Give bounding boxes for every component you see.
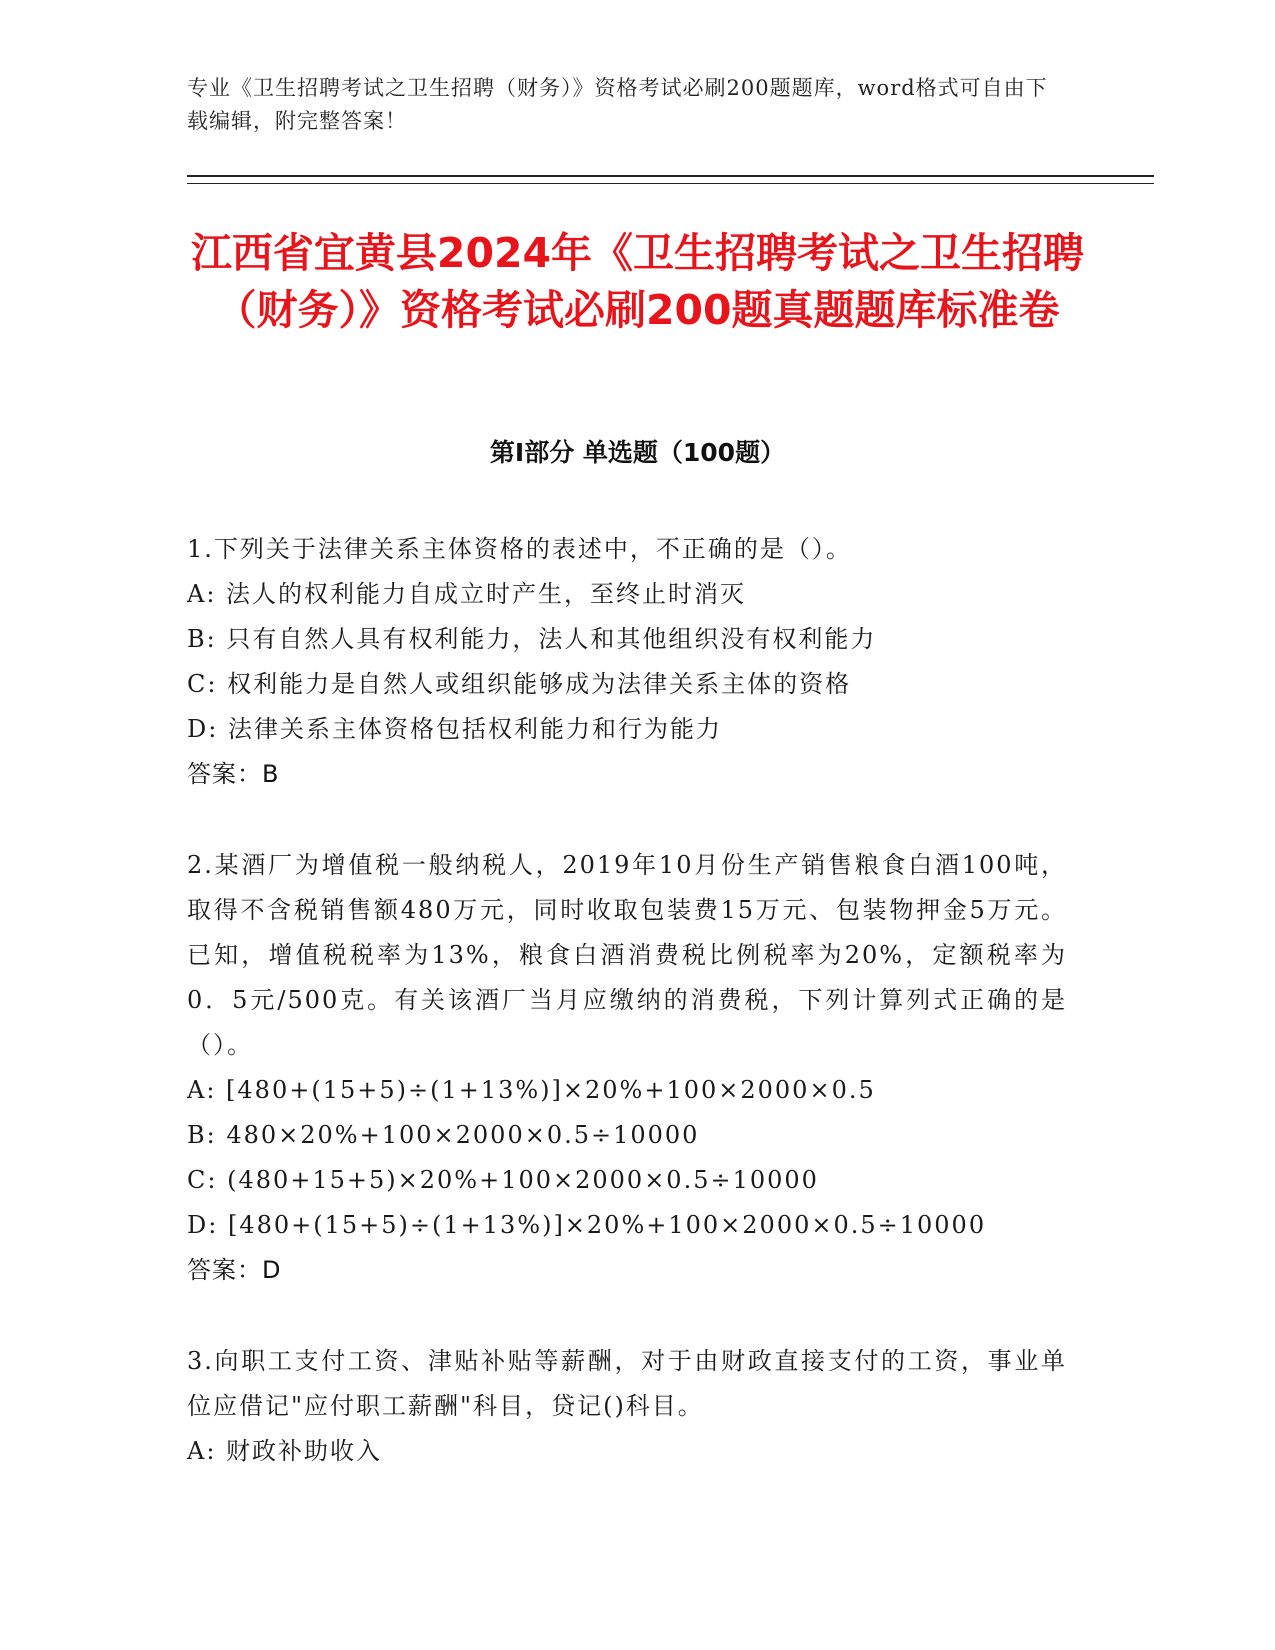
section-heading: 第I部分 单选题（100题） xyxy=(489,438,786,467)
question-stem: 3.向职工支付工资、津贴补贴等薪酬，对于由财政直接支付的工资，事业单位应借记"应付职工薪酬"科目，贷记()科目。 xyxy=(187,1347,1067,1420)
question-list xyxy=(187,527,1067,1520)
header-divider-thick xyxy=(187,175,1154,177)
answer: 答案：B xyxy=(187,760,280,788)
header-note: 专业《卫生招聘考试之卫生招聘（财务）》资格考试必刷200题题库，word格式可自由下载编辑，附完整答案！ xyxy=(187,76,1048,133)
document-title: 江西省宜黄县2024年《卫生招聘考试之卫生招聘（财务）》资格考试必刷200题真题题库标准卷 xyxy=(190,229,1085,334)
question-2 xyxy=(187,843,1067,1293)
option-c: C: (480+15+5)×20%+100×2000×0.5÷10000 xyxy=(187,1166,819,1194)
option-a: A: 法人的权利能力自成立时产生，至终止时消灭 xyxy=(187,580,747,608)
question-1 xyxy=(187,527,1067,797)
option-d: D: [480+(15+5)÷(1+13%)]×20%+100×2000×0.5÷10000 xyxy=(187,1211,987,1239)
option-b: B: 只有自然人具有权利能力，法人和其他组织没有权利能力 xyxy=(187,625,877,653)
option-c: C: 权利能力是自然人或组织能够成为法律关系主体的资格 xyxy=(187,670,852,698)
option-a: A: 财政补助收入 xyxy=(187,1437,383,1465)
option-a: A: [480+(15+5)÷(1+13%)]×20%+100×2000×0.5 xyxy=(187,1076,876,1104)
answer: 答案：D xyxy=(187,1256,282,1284)
question-3 xyxy=(187,1339,1067,1474)
question-stem: 1.下列关于法律关系主体资格的表述中，不正确的是（）。 xyxy=(187,535,852,563)
option-b: B: 480×20%+100×2000×0.5÷10000 xyxy=(187,1121,700,1149)
header-divider-thin xyxy=(187,183,1154,184)
question-stem: 2.某酒厂为增值税一般纳税人，2019年10月份生产销售粮食白酒100吨，取得不含税销售额480万元，同时收取包装费15万元、包装物押金5万元。已知，增值税税率为13%，粮食白酒消费税比例税率为20%，定额税率为0．5元/500克。有关该酒厂当月应缴纳的消费税，下列计算列式正确的是（）。 xyxy=(187,851,1067,1059)
option-d: D: 法律关系主体资格包括权利能力和行为能力 xyxy=(187,715,722,743)
